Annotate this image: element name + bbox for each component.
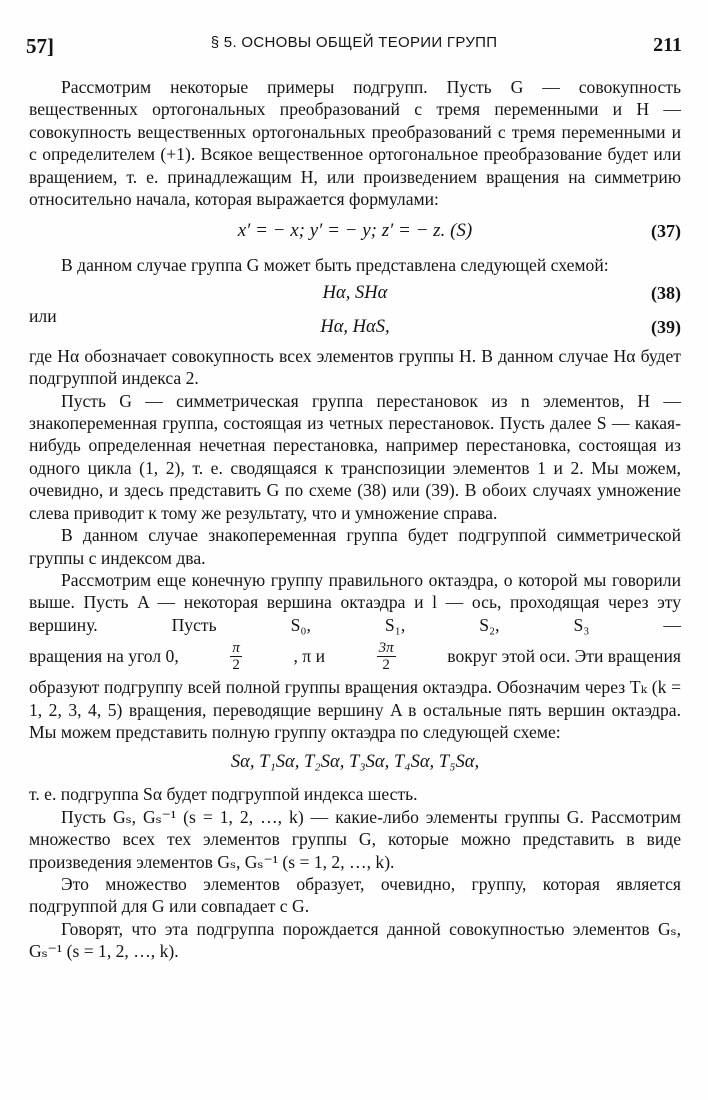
paragraph: Это множество элементов образует, очевидно, группу, которая является подгруппой для G или совпадает с G. <box>29 873 681 917</box>
equation-formula: Sα, T₁Sα, T₂Sα, T₃Sα, T₄Sα, T₅Sα, <box>230 752 480 773</box>
running-header <box>26 34 682 60</box>
equation-39 <box>29 305 681 345</box>
section-number: 57] <box>26 34 54 58</box>
fraction-numerator: 3π <box>378 639 394 656</box>
fraction-denominator: 2 <box>232 656 240 673</box>
connector-word: или <box>29 305 57 326</box>
page-number: 211 <box>653 34 682 56</box>
paragraph: Рассмотрим некоторые примеры подгрупп. Пусть G — совокупность вещественных ортогональных преобразований с тремя переменными и H — совокупность вещественных ортогональных преобразований с тремя переменными и с определителем (+1). Всякое вещественное ортогональное преобразование будет или вращением, т. е. принадлежащим H, или произведением вращения на симметрию относительно начала, которая выражается формулами: <box>29 77 681 210</box>
paragraph: В данном случае группа G может быть представлена следующей схемой: <box>61 255 609 276</box>
line-text: вокруг этой оси. Эти вращения <box>447 645 681 666</box>
fraction-denominator: 2 <box>382 656 390 673</box>
equation-formula: x′ = − x; y′ = − y; z′ = − z. (S) <box>237 220 473 242</box>
equation-octahedron-scheme <box>29 743 681 783</box>
equation-37 <box>29 210 681 254</box>
running-title: § 5. ОСНОВЫ ОБЩЕЙ ТЕОРИИ ГРУПП <box>210 34 498 51</box>
line-text: вращения на угол 0, <box>29 645 179 666</box>
rotation-angles-line <box>29 636 681 676</box>
fraction-pi-over-2 <box>230 640 242 673</box>
paragraph: В данном случае знакопеременная группа будет подгруппой симметрической группы с индексом два. <box>29 525 681 568</box>
equation-formula: Hα, HαS, <box>320 316 390 337</box>
paragraph: Пусть Gₛ, Gₛ⁻¹ (s = 1, 2, …, k) — какие-либо элементы группы G. Рассмотрим множество всех тех элементов группы G, которые можно представить в виде произведения элементов Gₛ, Gₛ⁻¹ (s = 1, 2, …, k). <box>29 806 681 872</box>
equation-number: (38) <box>651 282 681 303</box>
page-body <box>29 76 681 963</box>
fraction-numerator: π <box>232 639 240 656</box>
equation-38 <box>29 277 681 311</box>
fraction-3pi-over-2 <box>377 640 396 673</box>
paragraph: Говорят, что эта подгруппа порождается данной совокупностью элементов Gₛ, Gₛ⁻¹ (s = 1, 2, …, k). <box>29 918 681 962</box>
line-text: , π и <box>293 645 325 666</box>
equation-number: (37) <box>651 221 681 242</box>
paragraph: образуют подгруппу всей полной группы вращения октаэдра. Обозначим через Tₖ (k = 1, 2, 3, 4, 5) вращения, переводящие вершину A в остальные пять вершин октаэдра. Мы можем представить полную группу октаэдра по следующей схеме: <box>29 677 681 742</box>
equation-number: (39) <box>651 316 681 337</box>
paragraph: Пусть G — симметрическая группа перестановок из n элементов, H — знакопеременная группа, состоящая из четных перестановок. Пусть далее S — какая-нибудь определенная нечетная перестановка, например перестановка, состоящая из одного цикла (1, 2), т. е. сводящаяся к транспозиции элементов 1 и 2. Мы можем, очевидно, и здесь представить G по схеме (38) или (39). В обоих случаях умножение слева приводит к тому же результату, что и умножение справа. <box>29 390 681 523</box>
equation-formula: Hα, SHα <box>322 282 388 303</box>
paragraph: т. е. подгруппа Sα будет подгруппой индекса шесть. <box>29 784 418 805</box>
paragraph: Рассмотрим еще конечную группу правильного октаэдра, о которой мы говорили выше. Пусть A — некоторая вершина октаэдра и l — ось, проходящая через эту вершину. Пусть S₀, S₁, S₂, S₃ — <box>29 569 681 635</box>
paragraph: где Hα обозначает совокупность всех элементов группы H. В данном случае Hα будет подгруппой индекса 2. <box>29 345 681 389</box>
